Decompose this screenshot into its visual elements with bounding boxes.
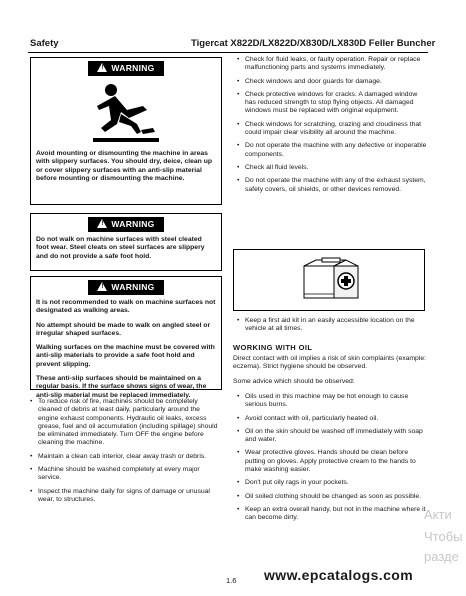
- section-heading: WORKING WITH OIL: [233, 343, 313, 352]
- oil-advice-intro: Some advice which should be observed:: [233, 378, 355, 385]
- warning-text: Avoid mounting or dismounting the machine in areas with slippery surfaces. You should dry, deice, clean up or cover slippery surfaces with an anti-slip material before mounting or dismounting the machine.: [36, 150, 213, 182]
- list-item: • Do not operate the machine with any of the exhaust system, safety covers, oil shields, or other devices removed.: [237, 177, 427, 194]
- list-item: • Oil soiled clothing should be changed as soon as possible.: [237, 493, 427, 501]
- page-number: 1.6: [226, 576, 237, 585]
- list-item: • Oil on the skin should be washed off immediately with soap and water.: [237, 428, 427, 445]
- list-item: • Avoid contact with oil, particularly heated oil.: [237, 415, 427, 423]
- warning-box-steel-cleats: [30, 213, 222, 271]
- warning-text: It is not recommended to walk on machine surfaces not designated as walking areas.: [36, 299, 216, 315]
- warning-label: WARNING: [111, 63, 155, 73]
- warning-text: Walking surfaces on the machine must be covered with anti-slip materials to provide a safe foot hold and prevent slipping.: [36, 344, 215, 368]
- list-item: • Check all fluid levels.: [237, 164, 427, 172]
- oil-bullet-list: [237, 393, 427, 528]
- list-item: • Don't put oily rags in your pockets.: [237, 479, 427, 487]
- list-item: • Maintain a clean cab interior, clear away trash or debris.: [30, 453, 222, 461]
- warning-text: No attempt should be made to walk on angled steel or irregular shaped surfaces.: [36, 321, 211, 337]
- list-item: • Check windows and door guards for damage.: [237, 78, 427, 86]
- list-item: • Check windows for scratching, crazing and cloudiness that could impair clear visibility all around the machine.: [237, 121, 427, 138]
- list-item: • Oils used in this machine may be hot enough to cause serious burns.: [237, 393, 427, 410]
- warning-box-slippery-surfaces: [30, 57, 222, 205]
- activation-overlay-text: Акти: [424, 507, 452, 522]
- warning-label: WARNING: [111, 219, 155, 229]
- warning-label: WARNING: [111, 282, 155, 292]
- list-item: • Do not operate the machine with any defective or inoperable components.: [237, 142, 427, 159]
- list-item: • Keep a first aid kit in an easily accessible location on the vehicle at all times.: [237, 317, 427, 334]
- warning-text: These anti-slip surfaces should be maintained on a regular basis. If the surface shows signs of wear, the anti-slip material must be replaced immediately.: [36, 375, 207, 399]
- warning-badge: [88, 61, 164, 76]
- warning-triangle-icon: !: [97, 219, 107, 228]
- right-bullet-list: [237, 56, 427, 199]
- slip-fall-icon: [91, 80, 161, 144]
- first-aid-kit-figure: [233, 249, 425, 311]
- oil-intro: Direct contact with oil implies a risk of skin complaints (example: eczema). Strict hygiene should be observed.: [233, 355, 427, 371]
- list-item: • Check protective windows for cracks. A damaged window has reduced strength to stop flying objects. All damaged windows must be replaced with original equipment.: [237, 91, 427, 116]
- warning-triangle-icon: !: [97, 63, 107, 72]
- first-aid-bullet-list: [237, 317, 427, 339]
- list-item: • Keep an extra overall handy, but not in the machine where it can become dirty.: [237, 506, 427, 523]
- warning-badge: [88, 217, 164, 232]
- warning-triangle-icon: !: [97, 282, 107, 291]
- activation-overlay-text: разде: [424, 549, 459, 564]
- left-bullet-list: [30, 398, 222, 509]
- activation-overlay-text: Чтобы: [424, 529, 463, 544]
- first-aid-kit-icon: [234, 250, 424, 310]
- list-item: • To reduce risk of fire, machines should be completely cleaned of debris at least daily, particularly around the engine exhaust components. Hydraulic oil leaks, excess grease, fuel and oil accumulation (including spillage) should be eliminated immediately. Turn OFF the engine before cleaning the machine.: [30, 398, 222, 448]
- header-divider: [28, 52, 428, 53]
- section-label: Safety: [30, 38, 59, 49]
- list-item: • Machine should be washed completely at every major service.: [30, 466, 222, 483]
- warning-text: Do not walk on machine surfaces with steel cleated foot wear. Steel cleats on steel surfaces are slippery and do not provide a safe foot hold.: [36, 236, 205, 260]
- page-title: Tigercat X822D/LX822D/X830D/LX830D Feller Buncher: [191, 38, 436, 49]
- list-item: • Check for fluid leaks, or faulty operation. Repair or replace malfunctioning parts and systems immediately.: [237, 56, 427, 73]
- list-item: • Inspect the machine daily for signs of damage or unusual wear, to structures.: [30, 488, 222, 505]
- warning-badge: [88, 280, 164, 295]
- watermark-text: www.epcatalogs.com: [264, 567, 414, 583]
- warning-box-walking-surfaces: [30, 276, 222, 399]
- list-item: • Wear protective gloves. Hands should be clean before putting on gloves. Apply protective cream to the hands to make washing easier.: [237, 449, 427, 474]
